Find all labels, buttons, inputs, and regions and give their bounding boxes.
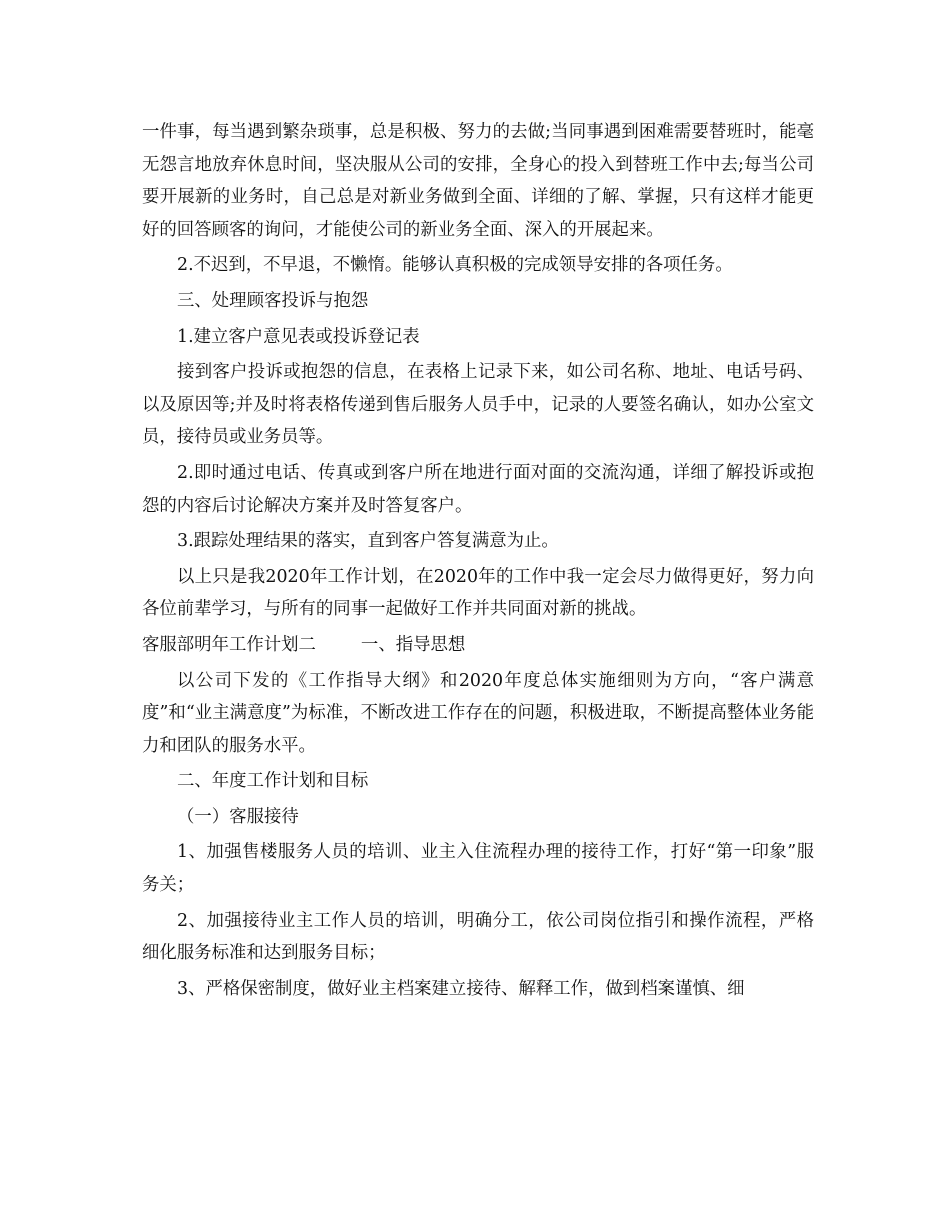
paragraph-complaint-recording: 接到客户投诉或抱怨的信息，在表格上记录下来，如公司名称、地址、电话号码、以及原因等;并及时将表格传递到售后服务人员手中，记录的人要签名确认，如办公室文员，接待员或业务员等。 [142,362,814,448]
paragraph-conclusion: 以上只是我2020年工作计划，在2020年的工作中我一定会尽力做得更好，努力向各位前辈学习，与所有的同事一起做好工作并共同面对新的挑战。 [142,566,814,620]
paragraph-item-1-feedback-form: 1.建立客户意见表或投诉登记表 [177,326,420,347]
section-heading-guiding-ideology: 一、指导思想 [360,634,466,655]
section-heading-annual-plan: 二、年度工作计划和目标 [177,771,369,792]
paragraph-continuation: 一件事，每当遇到繁杂琐事，总是积极、努力的去做;当同事遇到困难需要替班时，能毫无怨言地放弃休息时间，坚决服从公司的安排，全身心的投入到替班工作中去;每当公司要开展新的业务时，自己总是对新业务做到全面、详细的了解、掌握，只有这样才能更好的回答顾客的询问，才能使公司的新业务全面、深入的开展起来。 [142,122,814,240]
paragraph-reception-item-3: 3、严格保密制度，做好业主档案建立接待、解释工作，做到档案谨慎、细 [177,978,745,999]
paragraph-item-3-follow-up: 3.跟踪处理结果的落实，直到客户答复满意为止。 [177,531,559,552]
paragraph-guiding-ideology: 以公司下发的《工作指导大纲》和2020年度总体实施细则为方向，“客户满意度”和“业主满意度”为标准，不断改进工作存在的问题，积极进取，不断提高整体业务能力和团队的服务水平。 [142,670,814,756]
subsection-heading-reception: （一）客服接待 [177,806,299,827]
section-heading-complaints: 三、处理顾客投诉与抱怨 [177,290,369,311]
paragraph-item-2-punctuality: 2.不迟到，不早退，不懒惰。能够认真积极的完成领导安排的各项任务。 [177,255,733,276]
paragraph-item-2-communication: 2.即时通过电话、传真或到客户所在地进行面对面的交流沟通，详细了解投诉或抱怨的内容后讨论解决方案并及时答复客户。 [142,462,814,516]
paragraph-reception-item-1: 1、加强售楼服务人员的培训、业主入住流程办理的接待工作，打好“第一印象”服务关； [142,842,814,896]
plan-two-heading-line [142,629,814,662]
document-body [142,116,814,1008]
paragraph-reception-item-2: 2、加强接待业主工作人员的培训，明确分工，依公司岗位指引和操作流程，严格细化服务标准和达到服务目标； [142,910,814,964]
plan-two-title: 客服部明年工作计划二 [142,634,316,655]
